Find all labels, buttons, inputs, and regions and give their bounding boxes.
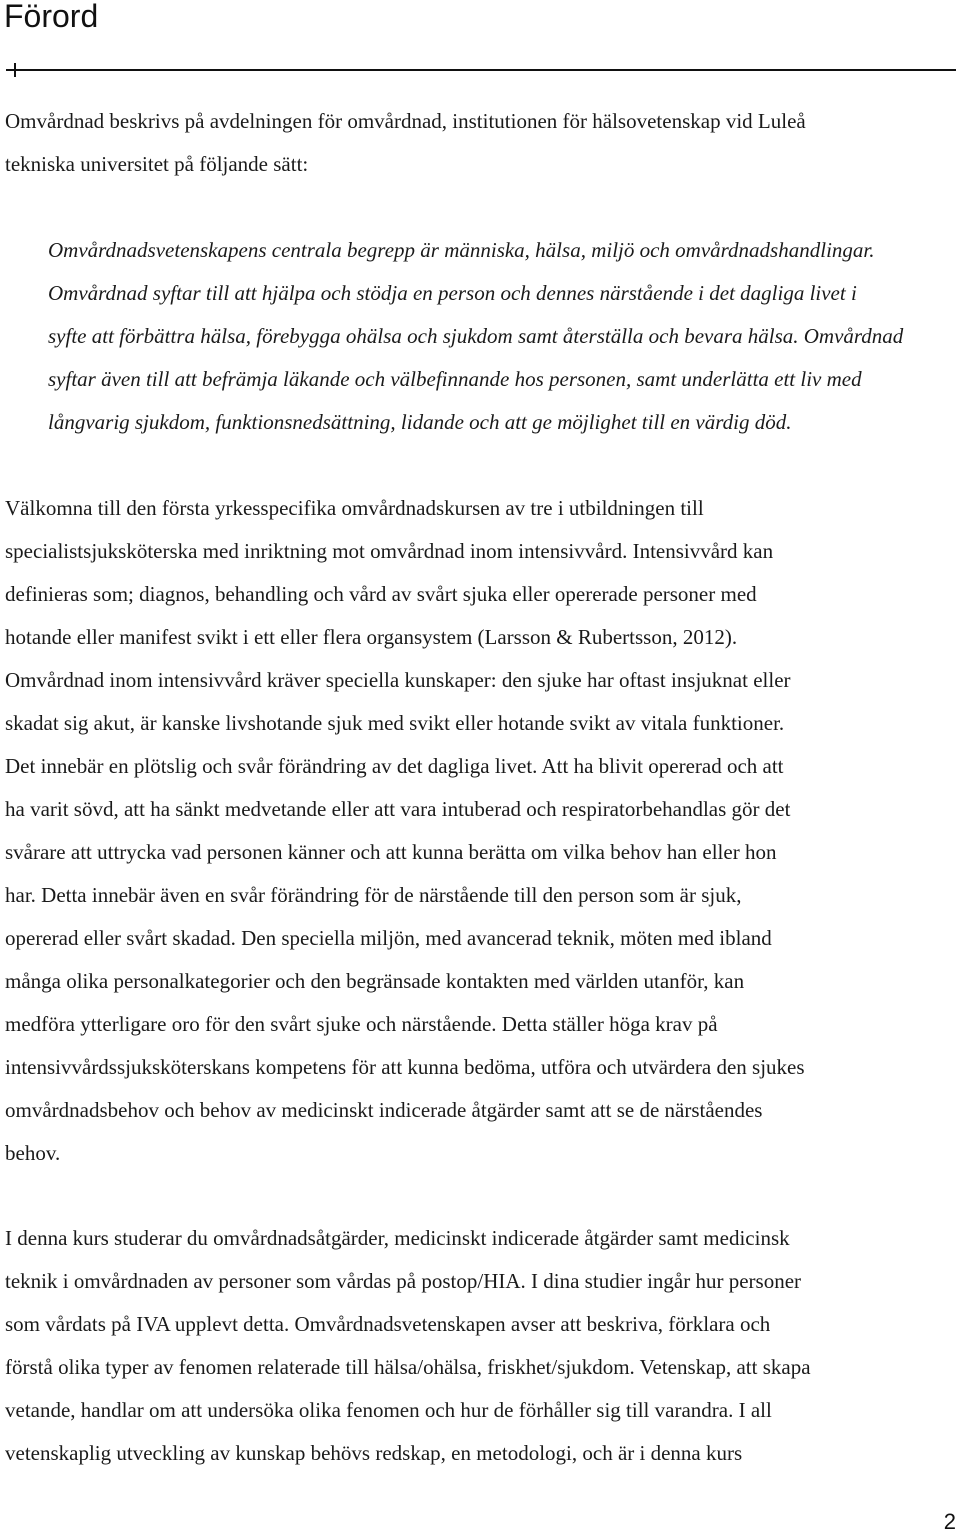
text-line: skadat sig akut, är kanske livshotande sjuk med svikt eller hotande svikt av vitala funktioner.: [5, 711, 785, 735]
text-line: behov.: [5, 1141, 61, 1165]
text-line: definieras som; diagnos, behandling och vård av svårt sjuka eller opererade personer med: [5, 582, 757, 606]
welcome-paragraph: [5, 487, 960, 1175]
text-line: Omvårdnad syftar till att hjälpa och stödja en person och dennes närstående i det dagliga livet i: [48, 281, 857, 305]
text-line: opererad eller svårt skadad. Den speciella miljön, med avancerad teknik, möten med ibland: [5, 926, 772, 950]
text-line: I denna kurs studerar du omvårdnadsåtgärder, medicinskt indicerade åtgärder samt medicinsk: [5, 1226, 790, 1250]
text-line: Omvårdnad beskrivs på avdelningen för omvårdnad, institutionen för hälsovetenskap vid Luleå: [5, 109, 806, 133]
text-line: Omvårdnadsvetenskapens centrala begrepp är människa, hälsa, miljö och omvårdnadshandlingar.: [48, 238, 875, 262]
definition-quote: [48, 229, 958, 444]
page-title: Förord: [4, 0, 99, 34]
text-line: har. Detta innebär även en svår förändring för de närstående till den person som är sjuk,: [5, 883, 742, 907]
text-line: Välkomna till den första yrkesspecifika omvårdnadskursen av tre i utbildningen till: [5, 496, 704, 520]
text-line: teknik i omvårdnaden av personer som vårdas på postop/HIA. I dina studier ingår hur personer: [5, 1269, 802, 1293]
text-line: vetenskaplig utveckling av kunskap behövs redskap, en metodologi, och är i denna kurs: [5, 1441, 743, 1465]
course-paragraph: [5, 1217, 960, 1475]
text-line: många olika personalkategorier och den begränsade kontakten med världen utanför, kan: [5, 969, 745, 993]
text-line: som vårdats på IVA upplevt detta. Omvårdnadsvetenskapen avser att beskriva, förklara och: [5, 1312, 771, 1336]
text-line: omvårdnadsbehov och behov av medicinskt indicerade åtgärder samt att se de närståendes: [5, 1098, 763, 1122]
text-line: ha varit sövd, att ha sänkt medvetande eller att vara intuberad och respiratorbehandlas gör det: [5, 797, 791, 821]
text-line: vetande, handlar om att undersöka olika fenomen och hur de förhåller sig till varandra. I all: [5, 1398, 772, 1422]
page-number: 2: [943, 1509, 956, 1534]
text-line: förstå olika typer av fenomen relaterade till hälsa/ohälsa, friskhet/sjukdom. Vetenskap, att skapa: [5, 1355, 811, 1379]
intro-paragraph: [5, 100, 955, 186]
text-line: långvarig sjukdom, funktionsnedsättning, lidande och att ge möjlighet till en värdig död.: [48, 410, 792, 434]
text-line: tekniska universitet på följande sätt:: [5, 152, 309, 176]
text-line: syftar även till att befrämja läkande och välbefinnande hos personen, samt underlätta ett liv med: [48, 367, 862, 391]
text-line: svårare att uttrycka vad personen känner och att kunna berätta om vilka behov han eller hon: [5, 840, 777, 864]
text-line: Det innebär en plötslig och svår förändring av det dagliga livet. Att ha blivit opererad och att: [5, 754, 784, 778]
text-line: syfte att förbättra hälsa, förebygga ohälsa och sjukdom samt återställa och bevara hälsa. Omvårdnad: [48, 324, 904, 348]
title-rule: [6, 69, 956, 71]
text-line: Omvårdnad inom intensivvård kräver speciella kunskaper: den sjuke har oftast insjuknat eller: [5, 668, 791, 692]
text-line: intensivvårdssjuksköterskans kompetens för att kunna bedöma, utföra och utvärdera den sjukes: [5, 1055, 805, 1079]
text-line: medföra ytterligare oro för den svårt sjuke och närstående. Detta ställer höga krav på: [5, 1012, 718, 1036]
text-line: hotande eller manifest svikt i ett eller flera organsystem (Larsson & Rubertsson, 2012).: [5, 625, 738, 649]
text-line: specialistsjuksköterska med inriktning mot omvårdnad inom intensivvård. Intensivvård kan: [5, 539, 774, 563]
